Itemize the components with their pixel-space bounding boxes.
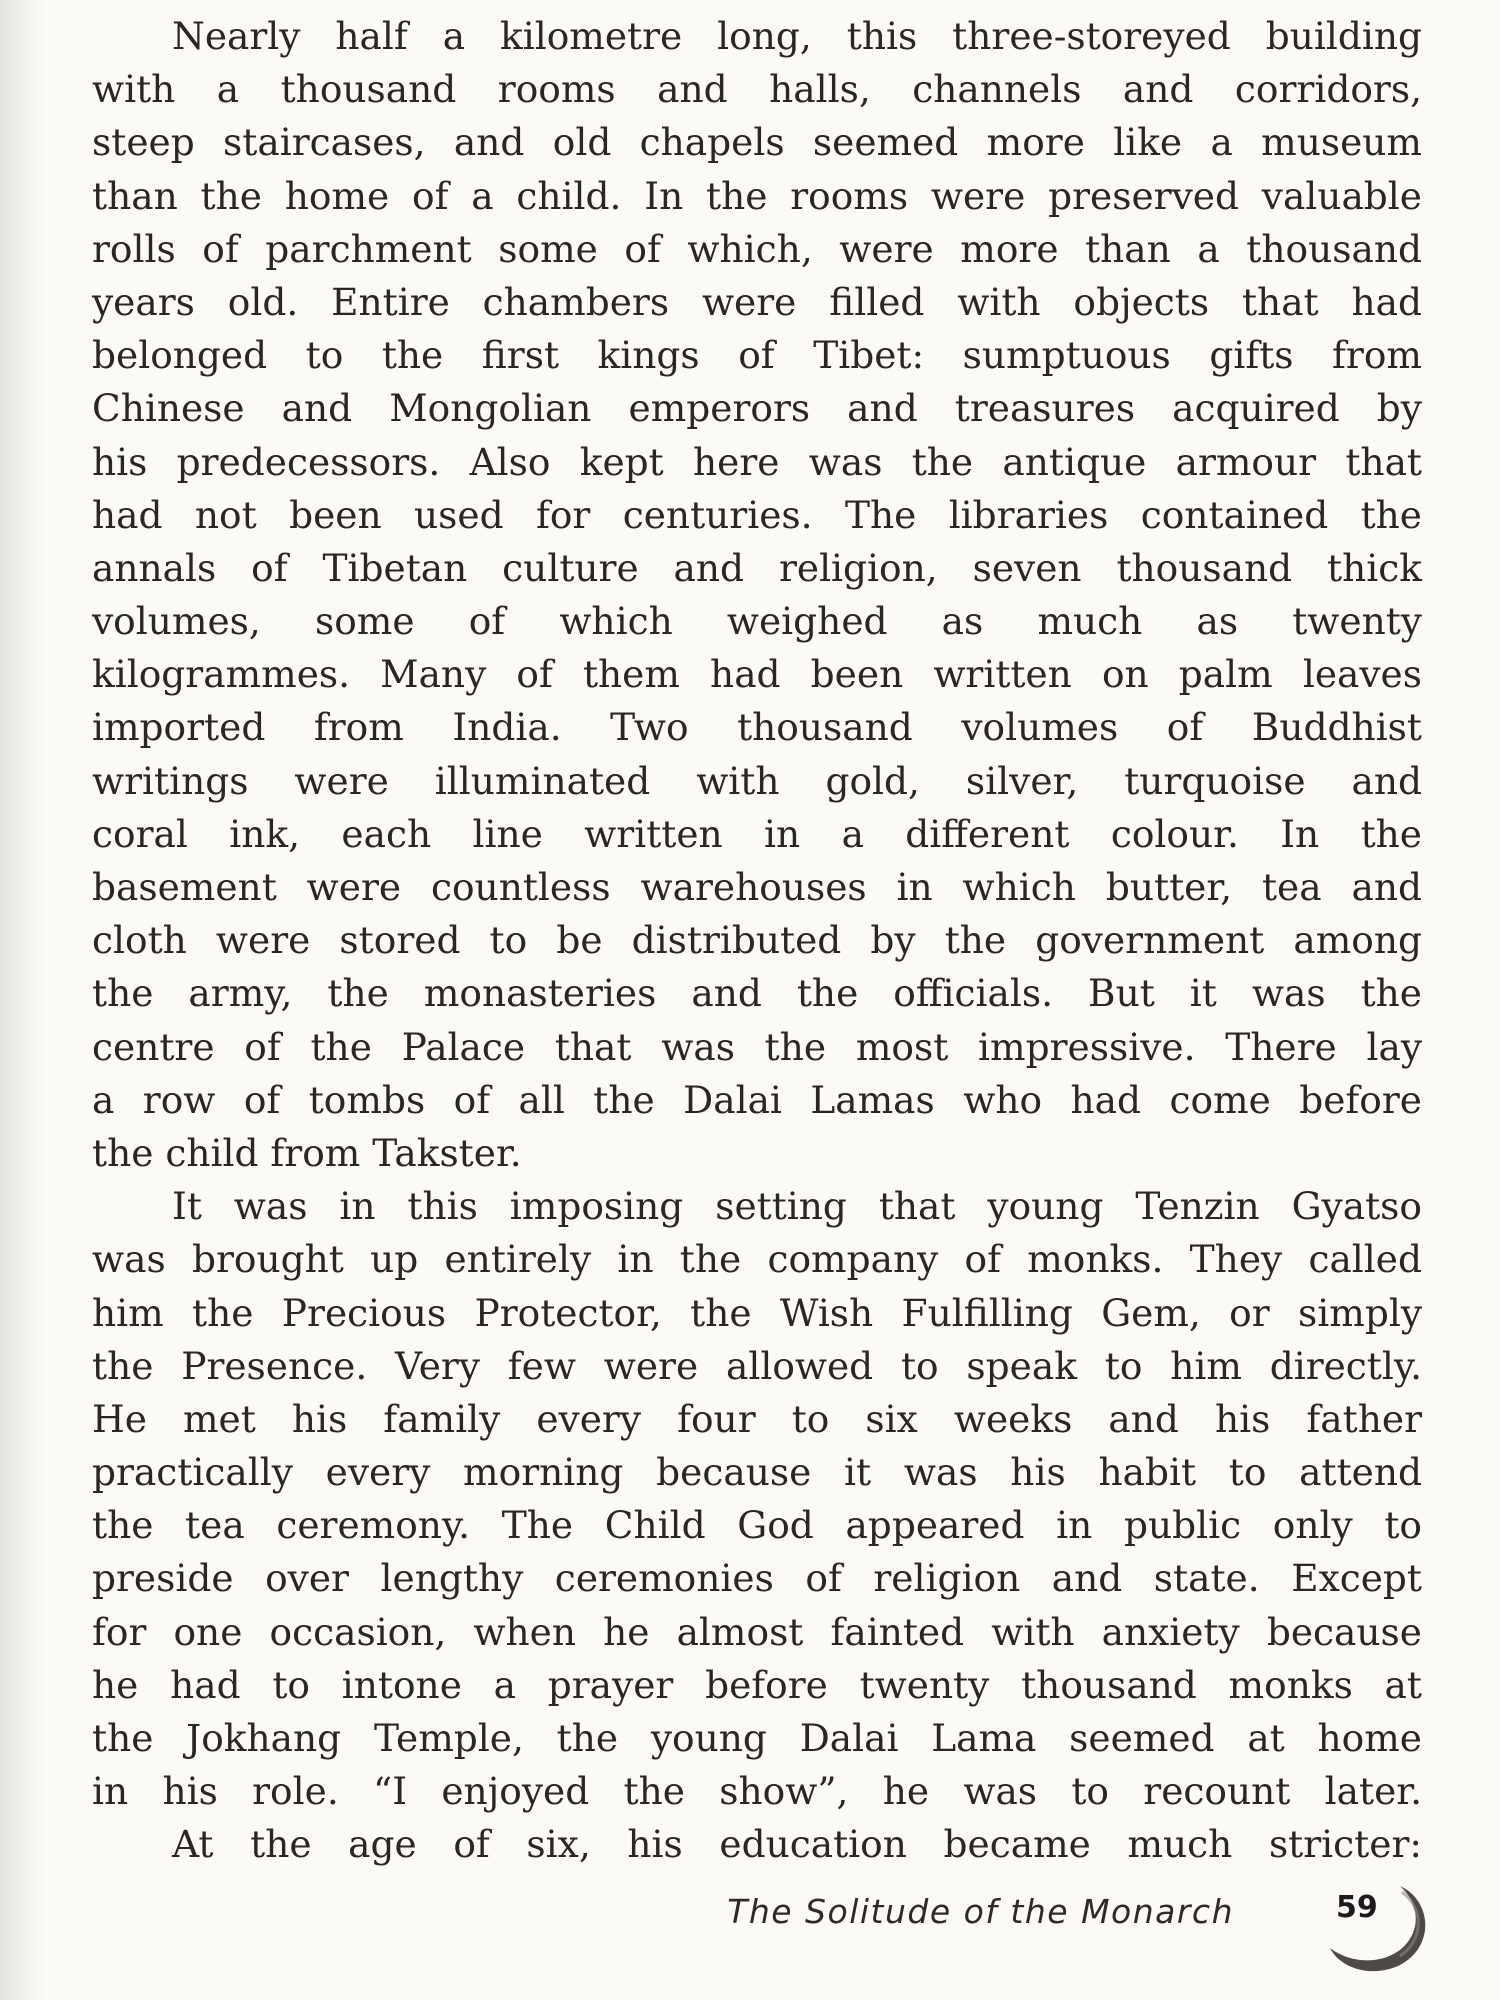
text-line: was brought up entirely in the company of monks. They called: [92, 1237, 1422, 1282]
text-line: cloth were stored to be distributed by the government among: [92, 918, 1422, 963]
text-line: annals of Tibetan culture and religion, seven thousand thick: [92, 545, 1422, 590]
text-line: the Jokhang Temple, the young Dalai Lama seemed at home: [92, 1716, 1422, 1760]
text-line: volumes, some of which weighed as much as twenty: [92, 599, 1422, 644]
text-line: steep staircases, and old chapels seemed more like a museum: [92, 120, 1422, 165]
text-line: Chinese and Mongolian emperors and treasures acquired by: [92, 386, 1422, 431]
page-footer: [0, 1890, 1500, 1990]
text-line: in his role. “I enjoyed the show”, he was to recount later.: [92, 1769, 1422, 1814]
text-line: Nearly half a kilometre long, this three-storeyed building: [172, 14, 1422, 58]
text-line: preside over lengthy ceremonies of religion and state. Except: [92, 1556, 1422, 1601]
text-line: he had to intone a prayer before twenty thousand monks at: [92, 1662, 1422, 1707]
text-line: practically every morning because it was his habit to attend: [92, 1450, 1422, 1495]
text-line: had not been used for centuries. The libraries contained the: [92, 492, 1422, 537]
running-title: The Solitude of the Monarch: [727, 1892, 1234, 1931]
page-number: 59: [1336, 1890, 1378, 1925]
page-body: [92, 10, 1422, 1872]
text-line: It was in this imposing setting that young Tenzin Gyatso: [172, 1184, 1422, 1229]
text-line: At the age of six, his education became much stricter:: [172, 1822, 1422, 1867]
text-line: the child from Takster.: [92, 1130, 522, 1175]
text-line: for one occasion, when he almost fainted with anxiety because: [92, 1609, 1422, 1654]
book-gutter-shadow: [0, 0, 46, 2000]
text-line: the tea ceremony. The Child God appeared in public only to: [92, 1503, 1422, 1548]
text-line: rolls of parchment some of which, were more than a thousand: [92, 226, 1422, 271]
text-line: coral ink, each line written in a different colour. In the: [92, 811, 1422, 856]
text-line: kilogrammes. Many of them had been written on palm leaves: [92, 652, 1422, 697]
text-line: than the home of a child. In the rooms were preserved valuable: [92, 173, 1422, 218]
text-line: centre of the Palace that was the most impressive. There lay: [92, 1024, 1422, 1069]
text-line: years old. Entire chambers were filled with objects that had: [92, 279, 1422, 324]
text-line: a row of tombs of all the Dalai Lamas who had come before: [92, 1077, 1422, 1122]
text-line: him the Precious Protector, the Wish Fulfilling Gem, or simply: [92, 1290, 1422, 1335]
text-line: the army, the monasteries and the officials. But it was the: [92, 971, 1422, 1016]
text-line: He met his family every four to six weeks and his father: [92, 1396, 1422, 1441]
text-line: writings were illuminated with gold, silver, turquoise and: [92, 758, 1422, 803]
text-line: with a thousand rooms and halls, channels and corridors,: [92, 67, 1422, 112]
text-line: the Presence. Very few were allowed to speak to him directly.: [92, 1343, 1422, 1388]
text-line: basement were countless warehouses in which butter, tea and: [92, 865, 1422, 909]
text-line: imported from India. Two thousand volumes of Buddhist: [92, 705, 1422, 750]
text-line: his predecessors. Also kept here was the antique armour that: [92, 439, 1422, 484]
text-line: belonged to the first kings of Tibet: sumptuous gifts from: [92, 333, 1422, 378]
